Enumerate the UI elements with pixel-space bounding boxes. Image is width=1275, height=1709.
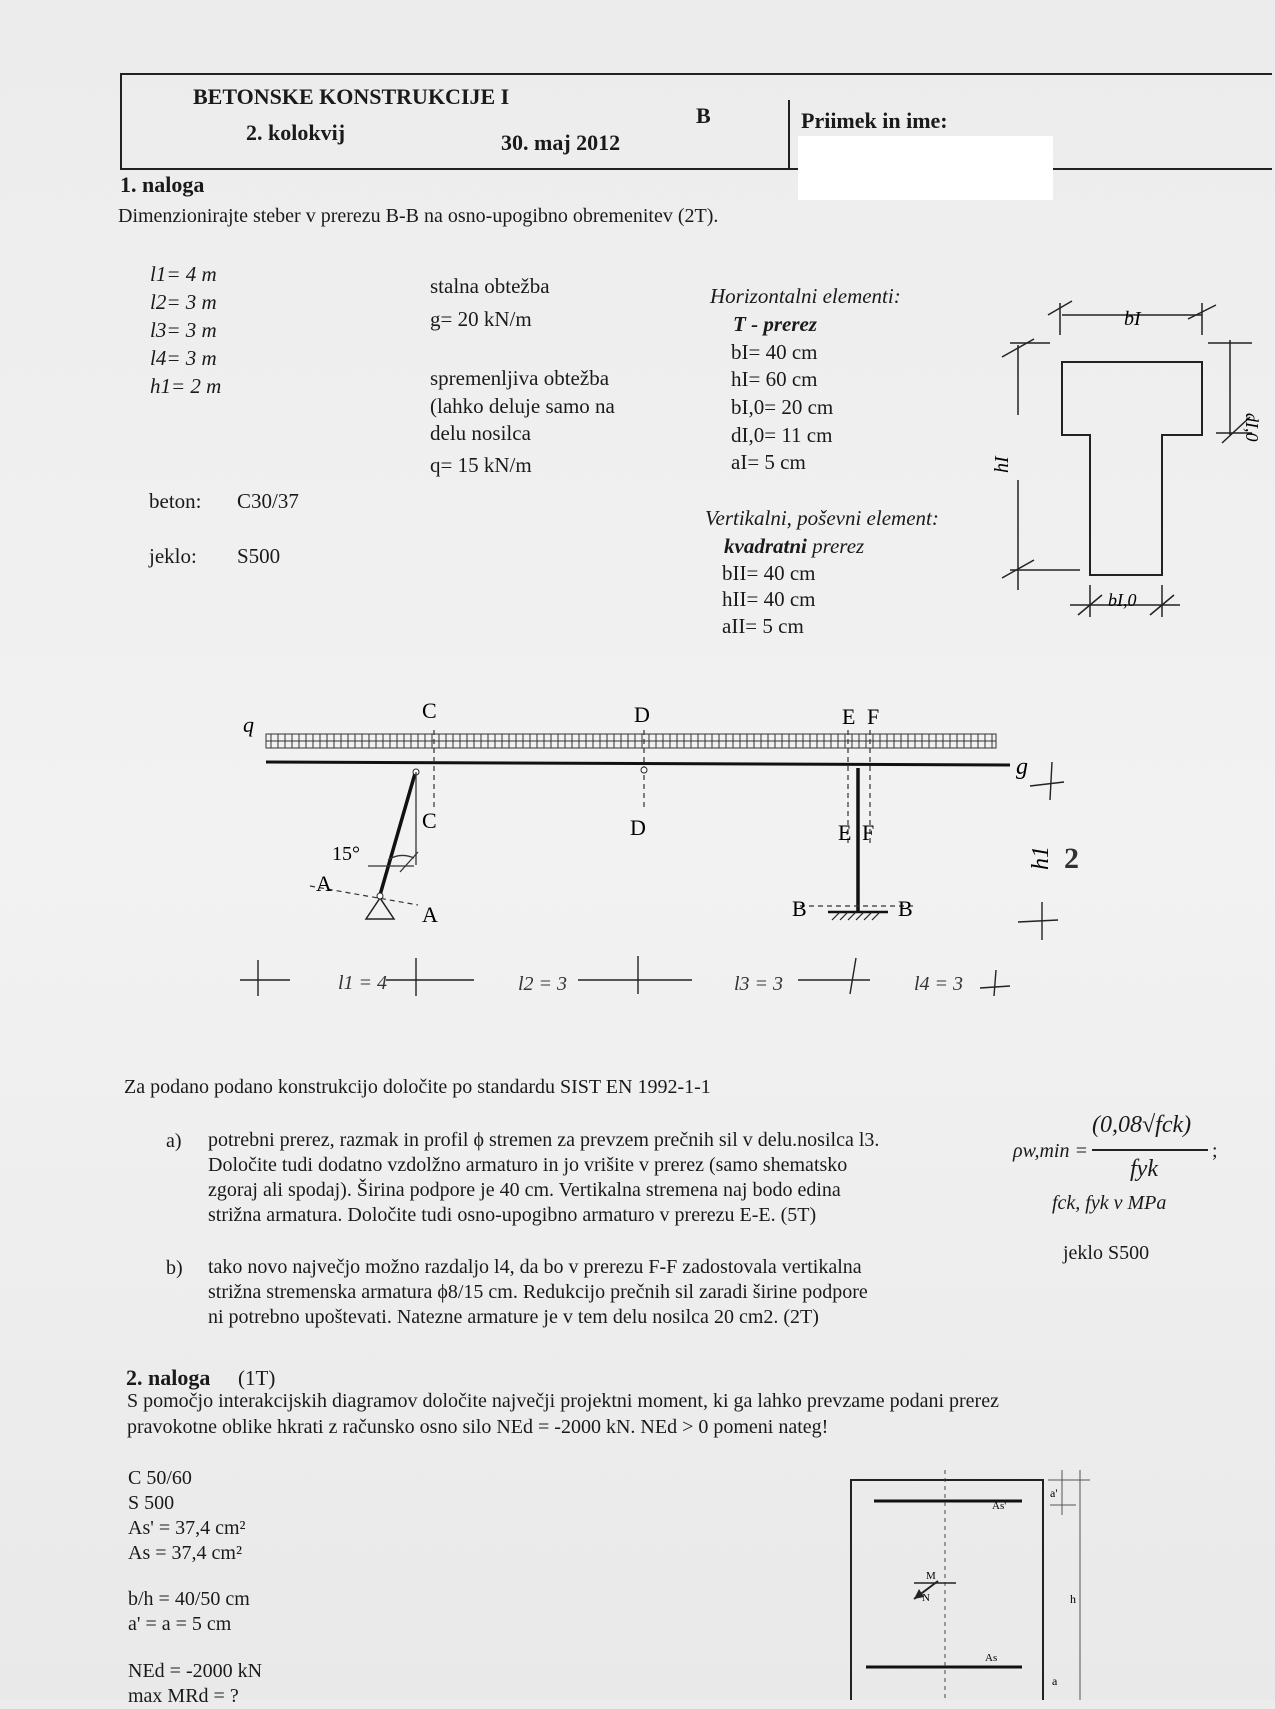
label-hI: hI xyxy=(991,456,1013,473)
dim-bI: bI= 40 cm xyxy=(731,340,818,364)
task2-concrete: C 50/60 xyxy=(128,1467,192,1489)
label-A-right: A xyxy=(422,902,438,927)
subtask-b-line-3: ni potrebno upoštevati. Natezne armature je v tem delu nosilca 20 cm2. (2T) xyxy=(208,1306,819,1328)
label-F-bottom: F xyxy=(862,820,875,845)
label-B-left: B xyxy=(792,896,807,921)
label-N: N xyxy=(922,1592,930,1604)
dim-bII: bII= 40 cm xyxy=(722,561,816,585)
header-divider xyxy=(788,100,790,168)
task2-b-h: b/h = 40/50 cm xyxy=(128,1588,250,1610)
span-l3: l3 = 3 xyxy=(734,973,784,995)
label-D-top: D xyxy=(634,702,650,727)
subtask-b-label: b) xyxy=(166,1257,183,1279)
task2-NEd: NEd = -2000 kN xyxy=(128,1660,263,1682)
subtask-a-text xyxy=(208,1128,879,1228)
dead-load-value: g= 20 kN/m xyxy=(430,307,532,331)
task1-title: 1. naloga xyxy=(120,172,205,197)
vertical-section xyxy=(724,534,864,559)
length-l4: l4= 3 m xyxy=(150,346,217,370)
t-section-sketch xyxy=(990,295,1270,635)
task2-data-mid xyxy=(128,1587,250,1637)
dead-load-label: stalna obtežba xyxy=(430,274,550,298)
span-l4: l4 = 3 xyxy=(914,973,964,995)
vertical-section-rest: prerez xyxy=(806,534,865,558)
label-angle: 15° xyxy=(332,843,360,865)
subtask-a-line-3: zgoraj ali spodaj). Širina podpore je 40 cm. Vertikalna stremena naj bodo edina xyxy=(208,1179,841,1201)
beton-label: beton: xyxy=(149,489,202,513)
live-load-label: spremenljiva obtežba xyxy=(430,366,610,390)
label-E-top: E xyxy=(842,704,856,729)
task2-points: (1T) xyxy=(238,1366,276,1390)
subtask-a-line-4: strižna armatura. Določite tudi osno-upogibno armaturo v prerezu E-E. (5T) xyxy=(208,1204,817,1226)
label-F-top: F xyxy=(867,704,880,729)
pin-support xyxy=(366,898,394,919)
label-C-top: C xyxy=(422,698,437,723)
label-M: M xyxy=(926,1570,936,1582)
jeklo-value: S500 xyxy=(237,544,281,568)
label-A-left: A xyxy=(316,871,332,896)
formula-steel: jeklo S500 xyxy=(1063,1242,1150,1264)
beton-value: C30/37 xyxy=(237,489,299,513)
rect-section-sketch xyxy=(840,1465,1100,1700)
task2-line-1: S pomočjo interakcijskih diagramov določite največji projektni moment, ki ga lahko prevzame podani prerez xyxy=(127,1390,999,1412)
live-load-value: q= 15 kN/m xyxy=(430,453,532,477)
task2-As: As = 37,4 cm² xyxy=(128,1542,242,1564)
task2-data-bottom xyxy=(128,1659,262,1709)
beam xyxy=(266,762,1010,765)
vertical-section-bold: kvadratni xyxy=(724,534,807,558)
label-C-bottom: C xyxy=(422,808,437,833)
name-label: Priimek in ime: xyxy=(801,108,948,133)
label-As-prime: As' xyxy=(992,1500,1007,1512)
subtask-a-line-1: potrebni prerez, razmak in profil ϕ stremen za prevzem prečnih sil v delu.nosilca l3. xyxy=(208,1129,880,1151)
inclined-column xyxy=(380,770,416,895)
dim-hII: hII= 40 cm xyxy=(722,587,816,611)
colloquium-label: 2. kolokvij xyxy=(246,120,346,145)
length-l3: l3= 3 m xyxy=(150,318,217,342)
course-title: BETONSKE KONSTRUKCIJE I xyxy=(193,84,510,109)
task2-steel: S 500 xyxy=(128,1492,175,1514)
task2-As-prime: As' = 37,4 cm² xyxy=(128,1517,246,1539)
task2-a: a' = a = 5 cm xyxy=(128,1613,232,1635)
task2-line-2: pravokotne oblike hkrati z računsko osno silo NEd = -2000 kN. NEd > 0 pomeni nateg! xyxy=(127,1416,829,1438)
dim-aI: aI= 5 cm xyxy=(731,450,806,474)
label-B-right: B xyxy=(898,896,913,921)
formula-numerator: (0,08√fck) xyxy=(1092,1112,1192,1138)
horizontal-title: Horizontalni elementi: xyxy=(710,284,901,308)
variant-label: B xyxy=(696,103,711,128)
standard-text: Za podano podano konstrukcijo določite po standardu SIST EN 1992-1-1 xyxy=(124,1076,711,1098)
exam-date: 30. maj 2012 xyxy=(501,130,621,155)
label-a-prime: a' xyxy=(1050,1486,1058,1500)
formula-fraction-bar xyxy=(1092,1149,1208,1151)
label-h1: h1 xyxy=(1028,846,1054,870)
structure-diagram xyxy=(240,690,1250,1010)
name-redaction xyxy=(798,136,1053,200)
span-l2: l2 = 3 xyxy=(518,973,568,995)
label-bI0: bI,0 xyxy=(1108,590,1137,610)
task2-title: 2. naloga xyxy=(126,1365,211,1390)
dim-aII: aII= 5 cm xyxy=(722,614,804,638)
span-l1: l1 = 4 xyxy=(338,972,388,994)
jeklo-label: jeklo: xyxy=(149,544,197,568)
formula-units: fck, fyk v MPa xyxy=(1052,1192,1167,1214)
length-l2: l2= 3 m xyxy=(150,290,217,314)
live-load-note2: delu nosilca xyxy=(430,421,531,445)
label-D-bottom: D xyxy=(630,815,646,840)
horizontal-section: T - prerez xyxy=(733,312,817,336)
label-a: a xyxy=(1052,1674,1058,1688)
subtask-b-line-1: tako novo največjo možno razdaljo l4, da bo v prerezu F-F zadostovala vertikalna xyxy=(208,1256,862,1278)
label-E-bottom: E xyxy=(838,820,852,845)
subtask-a-line-2: Določite tudi dodatno vzdolžno armaturo in jo vrišite v prerez (samo shematsko xyxy=(208,1154,848,1176)
task1-prompt: Dimenzionirajte steber v prerezu B-B na osno-upogibno obremenitev (2T). xyxy=(118,205,719,227)
task2-max-MRd: max MRd = ? xyxy=(128,1685,239,1707)
height-h1: h1= 2 m xyxy=(150,374,222,398)
length-l1: l1= 4 m xyxy=(150,262,217,286)
dim-bI0: bI,0= 20 cm xyxy=(731,395,834,419)
dim-dI0: dI,0= 11 cm xyxy=(731,423,833,447)
dim-hI: hI= 60 cm xyxy=(731,367,818,391)
live-load-note1: (lahko deluje samo na xyxy=(430,394,615,418)
label-bI: bI xyxy=(1124,308,1141,330)
formula-lhs: ρw,min = xyxy=(1013,1140,1088,1162)
label-q: q xyxy=(243,712,254,737)
task2-data-top xyxy=(128,1466,246,1566)
label-h1-value: 2 xyxy=(1064,842,1079,875)
vertical-title: Vertikalni, poševni element: xyxy=(705,506,939,530)
label-dI0: dI,0 xyxy=(1242,413,1262,442)
label-h: h xyxy=(1070,1592,1076,1606)
formula-denominator: fyk xyxy=(1130,1156,1158,1182)
subtask-b-text xyxy=(208,1255,868,1330)
t-section-outline xyxy=(1062,362,1202,575)
subtask-b-line-2: strižna stremenska armatura ϕ8/15 cm. Redukcijo prečnih sil zaradi širine podpore xyxy=(208,1281,868,1303)
label-g: g xyxy=(1016,754,1028,780)
label-As: As xyxy=(985,1652,998,1664)
subtask-a-label: a) xyxy=(166,1130,182,1152)
